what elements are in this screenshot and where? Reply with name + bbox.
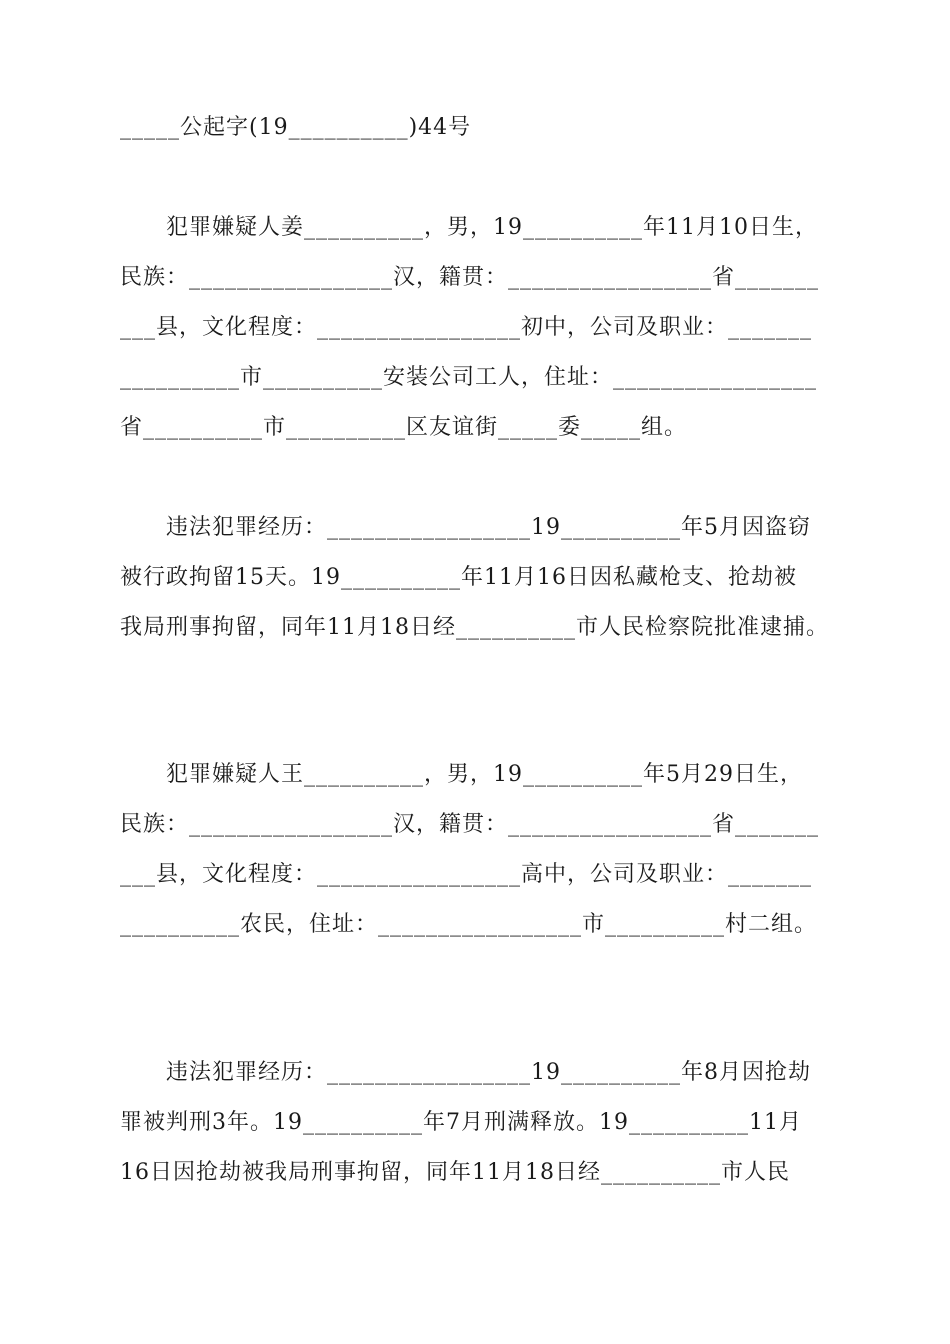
paragraph-line: ___县，文化程度：_________________初中，公司及职业：_______ xyxy=(120,315,813,340)
paragraph-line: ___县，文化程度：_________________高中，公司及职业：_______ xyxy=(120,862,813,887)
paragraph-line: 民族：_________________汉，籍贯：_________________省_______ xyxy=(120,265,820,290)
paragraph-line: 违法犯罪经历：_________________19__________年8月因抢劫 xyxy=(120,1060,811,1085)
paragraph-line: 民族：_________________汉，籍贯：_________________省_______ xyxy=(120,812,820,837)
document-number: _____公起字(19__________)44号 xyxy=(120,115,472,140)
paragraph-line: __________市__________安装公司工人，住址：_________________ xyxy=(120,365,818,390)
paragraph-line: 被行政拘留15天。19__________年11月16日因私藏枪支、抢劫被 xyxy=(120,565,797,590)
paragraph-line: 16日因抢劫被我局刑事拘留，同年11月18日经__________市人民 xyxy=(120,1160,790,1185)
paragraph-line: 省__________市__________区友谊街_____委_____组。 xyxy=(120,415,688,440)
paragraph-line: 违法犯罪经历：_________________19__________年5月因盗窃 xyxy=(120,515,811,540)
paragraph-line: 我局刑事拘留，同年11月18日经__________市人民检察院批准逮捕。 xyxy=(120,615,829,640)
paragraph-line: 罪被判刑3年。19__________年7月刑满释放。19__________11月 xyxy=(120,1110,802,1135)
paragraph-line: __________农民，住址：_________________市__________村二组。 xyxy=(120,912,818,937)
paragraph-line: 犯罪嫌疑人姜__________，男，19__________年11月10日生， xyxy=(120,215,818,240)
paragraph-line: 犯罪嫌疑人王__________，男，19__________年5月29日生， xyxy=(120,762,803,787)
